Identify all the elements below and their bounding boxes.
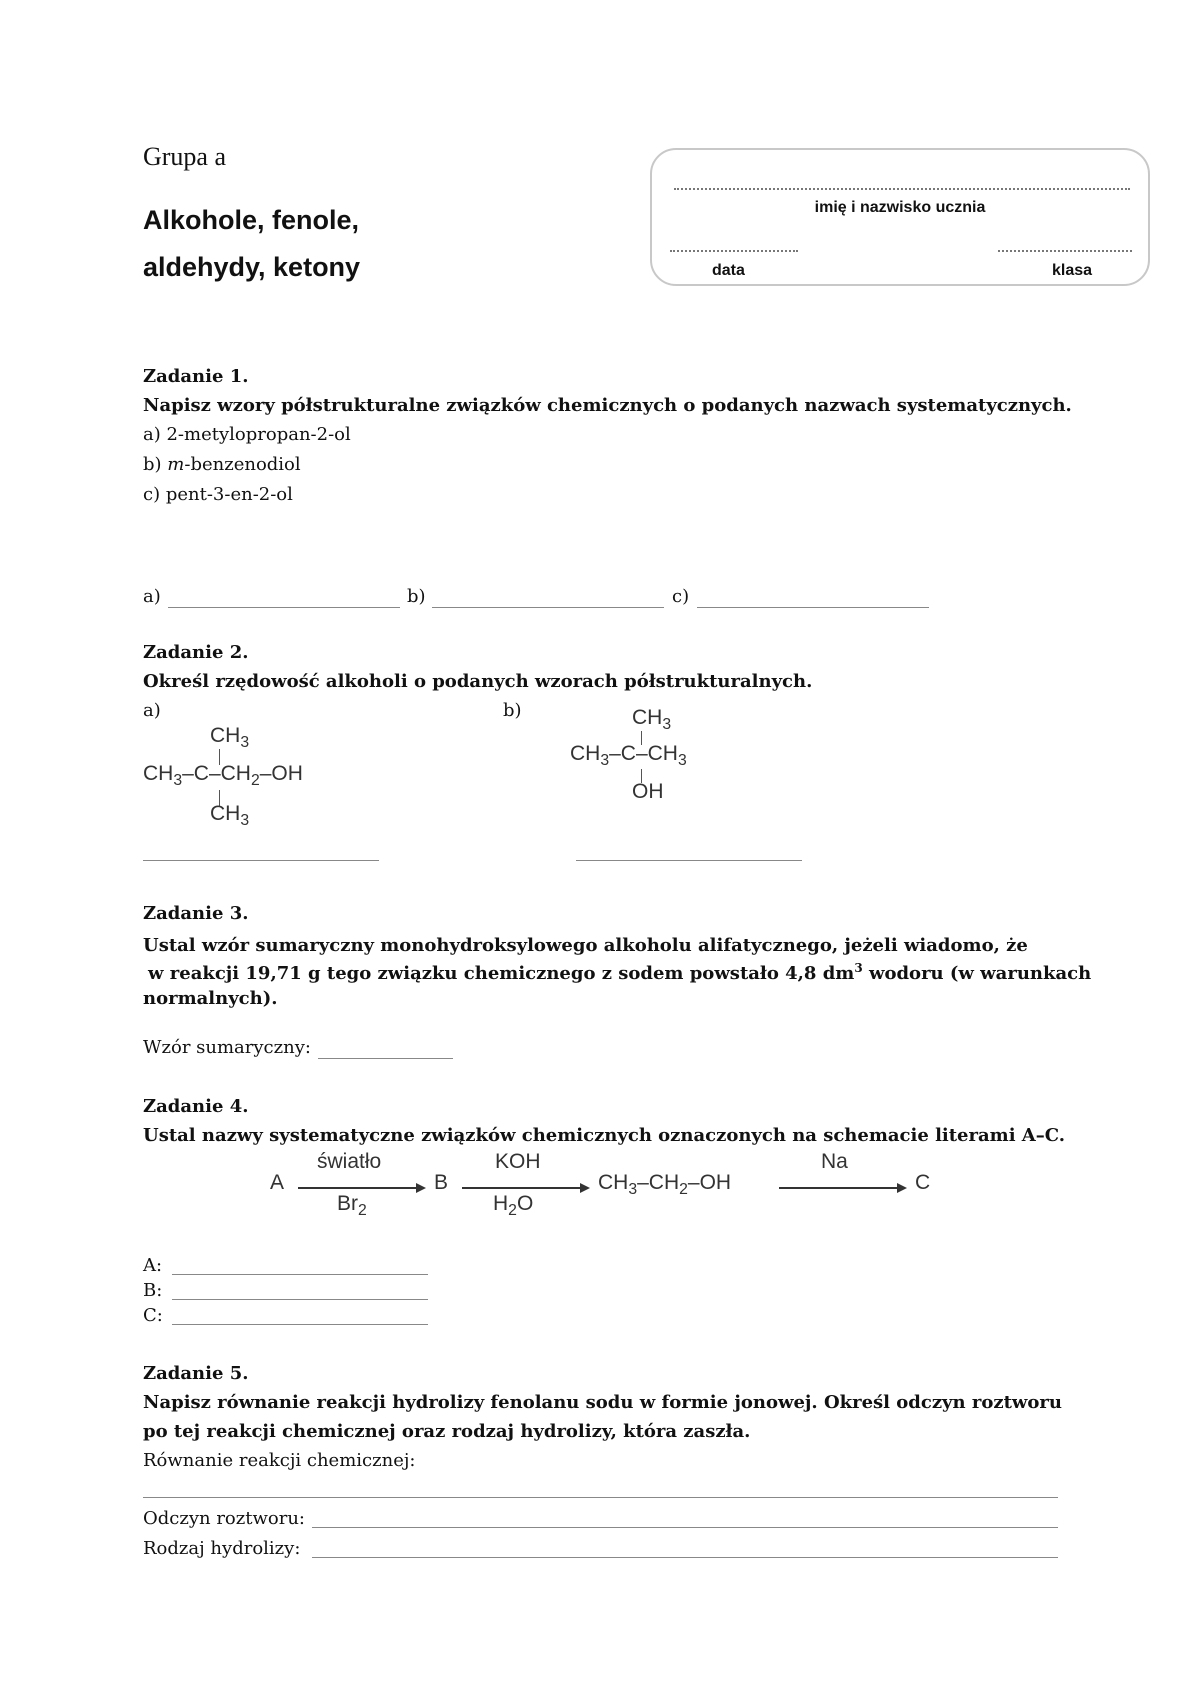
task3-heading: Zadanie 3. (143, 903, 249, 924)
task1-item-b-prefix: b) (143, 454, 168, 475)
scheme-arrow3-top: Na (821, 1150, 848, 1173)
task1-answer-line-b[interactable] (432, 607, 664, 608)
task3-line-3: normalnych). (143, 988, 278, 1009)
task1-instruction: Napisz wzory półstrukturalne związków chemicznych o podanych nazwach systematycznych. (143, 395, 1072, 416)
title-line-1: Alkohole, fenole, (143, 205, 360, 235)
task5-rodzaj-line[interactable] (312, 1557, 1058, 1558)
class-field-line[interactable] (998, 250, 1132, 252)
reaction-scheme (265, 1150, 945, 1220)
task4-answer-label-b: B: (143, 1280, 163, 1301)
date-label: data (712, 262, 745, 279)
mol-a-top-ch3: $CH_3$ (210, 724, 250, 752)
task4-answer-line-b[interactable] (172, 1299, 428, 1300)
task3-line-2-post: wodoru (w warunkach (862, 963, 1092, 984)
task1-item-b (143, 454, 301, 475)
task1-answer-line-c[interactable] (697, 607, 929, 608)
task3-line-2-sup: 3 (854, 961, 863, 975)
mol-b-top-ch3: $CH_3$ (632, 706, 672, 734)
task4-instruction: Ustal nazwy systematyczne związków chemicznych oznaczonych na schemacie literami A–C. (143, 1125, 1066, 1146)
mol-a-main-chain: $CH_3-C-CH_2-OH$ (143, 762, 303, 790)
task2-answer-line-b[interactable] (576, 860, 802, 861)
task1-answer-label-c: c) (672, 586, 690, 607)
task4-heading: Zadanie 4. (143, 1096, 249, 1117)
scheme-arrow2-top: KOH (495, 1150, 541, 1173)
scheme-arrow-3 (779, 1182, 907, 1194)
task2-heading: Zadanie 2. (143, 642, 249, 663)
task5-equation-label: Równanie reakcji chemicznej: (143, 1450, 416, 1471)
task5-line-1: Napisz równanie reakcji hydrolizy fenolanu sodu w formie jonowej. Określ odczyn roztworu (143, 1392, 1062, 1413)
task4-answer-label-a: A: (143, 1255, 163, 1276)
scheme-arrow2-bottom: $H_2O$ (493, 1192, 534, 1220)
scheme-c: C (915, 1171, 931, 1194)
task3-line-2-pre: w reakcji 19,71 g tego związku chemicznego z sodem powstało 4,8 dm (148, 963, 855, 984)
task3-line-1: Ustal wzór sumaryczny monohydroksylowego alkoholu alifatycznego, jeżeli wiadomo, że (143, 935, 1028, 956)
task5-rodzaj-label: Rodzaj hydrolizy: (143, 1538, 301, 1559)
task4-answer-line-a[interactable] (172, 1274, 428, 1275)
group-label: Grupa a (143, 142, 227, 171)
scheme-ethanol: $CH_3-CH_2-OH$ (598, 1171, 732, 1199)
name-field-line[interactable] (674, 188, 1130, 190)
task1-item-b-italic: m (167, 454, 185, 475)
scheme-a: A (270, 1171, 285, 1194)
task3-line-2 (148, 961, 1091, 984)
name-label: imię i nazwisko ucznia (814, 199, 986, 216)
task5-heading: Zadanie 5. (143, 1363, 249, 1384)
title-line-2: aldehydy, ketony (143, 252, 361, 282)
task1-heading: Zadanie 1. (143, 366, 249, 387)
mol-b-oh: OH (632, 780, 664, 803)
scheme-arrow1-bottom: $Br_2$ (337, 1192, 367, 1220)
task3-answer-line[interactable] (318, 1058, 453, 1059)
task2-label-b: b) (503, 700, 522, 721)
student-info-box (650, 148, 1150, 286)
mol-b-main-chain: $CH_3-C-CH_3$ (570, 742, 687, 770)
class-label: klasa (1052, 262, 1093, 279)
task1-answer-label-b: b) (407, 586, 426, 607)
task1-item-a: a) 2-metylopropan-2-ol (143, 424, 351, 445)
task4-answer-label-c: C: (143, 1305, 163, 1326)
task5-odczyn-line[interactable] (312, 1527, 1058, 1528)
task3-answer-label: Wzór sumaryczny: (143, 1037, 311, 1058)
scheme-arrow1-top: światło (317, 1150, 382, 1173)
scheme-b: B (434, 1171, 449, 1194)
task4-answer-line-c[interactable] (172, 1324, 428, 1325)
task2-label-a: a) (143, 700, 161, 721)
task1-item-b-rest: -benzenodiol (184, 454, 301, 475)
task5-odczyn-label: Odczyn roztworu: (143, 1508, 305, 1529)
task1-item-c: c) pent-3-en-2-ol (143, 484, 293, 505)
task5-line-2: po tej reakcji chemicznej oraz rodzaj hydrolizy, która zaszła. (143, 1421, 751, 1442)
task5-equation-line[interactable] (143, 1497, 1058, 1498)
task1-answer-line-a[interactable] (168, 607, 400, 608)
date-field-line[interactable] (670, 250, 798, 252)
task2-answer-line-a[interactable] (143, 860, 379, 861)
task1-answer-label-a: a) (143, 586, 161, 607)
task2-instruction: Określ rzędowość alkoholi o podanych wzorach półstrukturalnych. (143, 671, 813, 692)
mol-a-bottom-ch3: $CH_3$ (210, 802, 250, 830)
